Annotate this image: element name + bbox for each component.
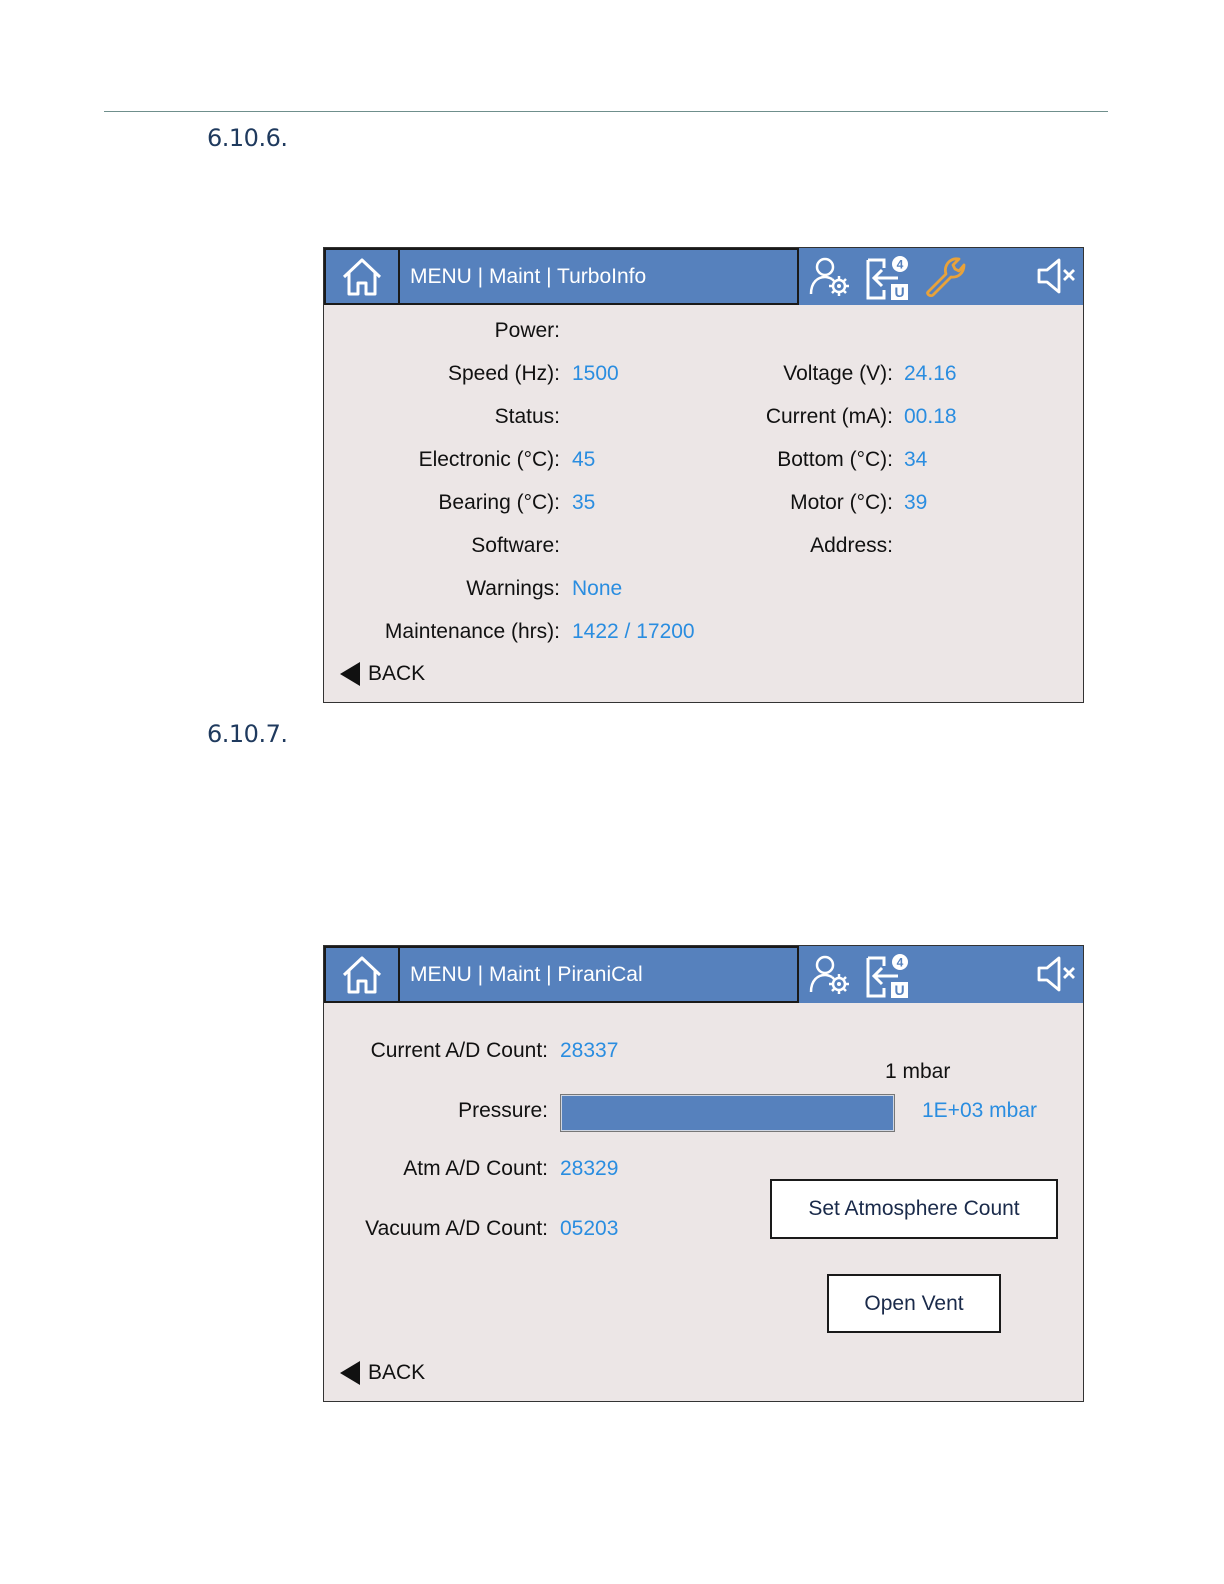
set-atmosphere-count-button[interactable]: Set Atmosphere Count [770, 1179, 1058, 1239]
home-button[interactable] [324, 946, 400, 1003]
back-button[interactable] [340, 1361, 425, 1385]
electronic-temp-value: 45 [572, 448, 596, 471]
header-rule [104, 111, 1108, 112]
bearing-temp-value: 35 [572, 491, 596, 514]
software-label: Software: [471, 534, 560, 557]
current-ad-value: 28337 [560, 1039, 619, 1062]
home-icon [340, 256, 384, 298]
back-button[interactable] [340, 662, 425, 686]
status-label: Status: [494, 405, 560, 428]
vacuum-ad-value: 05203 [560, 1217, 619, 1240]
speed-label: Speed (Hz): [447, 362, 560, 385]
header-bar [324, 946, 1083, 1003]
breadcrumb: MENU | Maint | PiraniCal [400, 946, 799, 1003]
user-settings-icon[interactable] [808, 952, 852, 996]
svg-text:4: 4 [896, 955, 904, 970]
current-ad-label: Current A/D Count: [370, 1039, 548, 1062]
home-button[interactable] [324, 248, 400, 305]
voltage-label: Voltage (V): [783, 362, 893, 385]
pressure-bar [560, 1094, 895, 1132]
address-label: Address: [810, 534, 893, 557]
user-settings-icon[interactable] [808, 254, 852, 298]
speaker-muted-icon[interactable] [1035, 254, 1079, 298]
warnings-label: Warnings: [466, 577, 560, 600]
current-label: Current (mA): [765, 405, 893, 428]
section-number: 6.10.7. [207, 720, 288, 748]
maintenance-label: Maintenance (hrs): [384, 620, 560, 643]
back-arrow-icon [340, 662, 360, 686]
atm-ad-label: Atm A/D Count: [403, 1157, 548, 1180]
wrench-icon[interactable] [922, 254, 966, 298]
interface-usb-icon[interactable] [864, 952, 912, 1000]
warnings-value: None [572, 577, 623, 600]
breadcrumb: MENU | Maint | TurboInfo [400, 248, 799, 305]
maintenance-value: 1422 / 17200 [572, 620, 695, 643]
speaker-muted-icon[interactable] [1035, 952, 1079, 996]
current-value: 00.18 [904, 405, 957, 428]
electronic-temp-label: Electronic (°C): [418, 448, 560, 471]
svg-text:U: U [894, 982, 905, 998]
bearing-temp-label: Bearing (°C): [438, 491, 560, 514]
svg-text:4: 4 [896, 257, 904, 272]
header-bar [324, 248, 1083, 305]
home-icon [340, 954, 384, 996]
motor-temp-value: 39 [904, 491, 928, 514]
pressure-value: 1E+03 mbar [922, 1099, 1037, 1122]
speed-value: 1500 [572, 362, 619, 385]
section-number: 6.10.6. [207, 124, 288, 152]
pirani-cal-screen [323, 945, 1084, 1402]
power-label: Power: [494, 319, 560, 342]
bottom-temp-label: Bottom (°C): [777, 448, 893, 471]
pressure-bar-fill [562, 1096, 893, 1130]
svg-text:U: U [894, 284, 905, 300]
motor-temp-label: Motor (°C): [790, 491, 893, 514]
back-label: BACK [368, 1361, 426, 1384]
bar-scale-label: 1 mbar [885, 1060, 951, 1083]
open-vent-button[interactable]: Open Vent [827, 1274, 1001, 1333]
interface-usb-icon[interactable] [864, 254, 912, 302]
pirani-cal-panel [324, 1003, 1083, 1401]
bottom-temp-value: 34 [904, 448, 928, 471]
back-label: BACK [368, 662, 426, 685]
atm-ad-value: 28329 [560, 1157, 619, 1180]
turbo-info-screen [323, 247, 1084, 703]
pressure-label: Pressure: [458, 1099, 548, 1122]
voltage-value: 24.16 [904, 362, 957, 385]
turbo-info-panel [324, 305, 1083, 702]
back-arrow-icon [340, 1361, 360, 1385]
vacuum-ad-label: Vacuum A/D Count: [365, 1217, 548, 1240]
